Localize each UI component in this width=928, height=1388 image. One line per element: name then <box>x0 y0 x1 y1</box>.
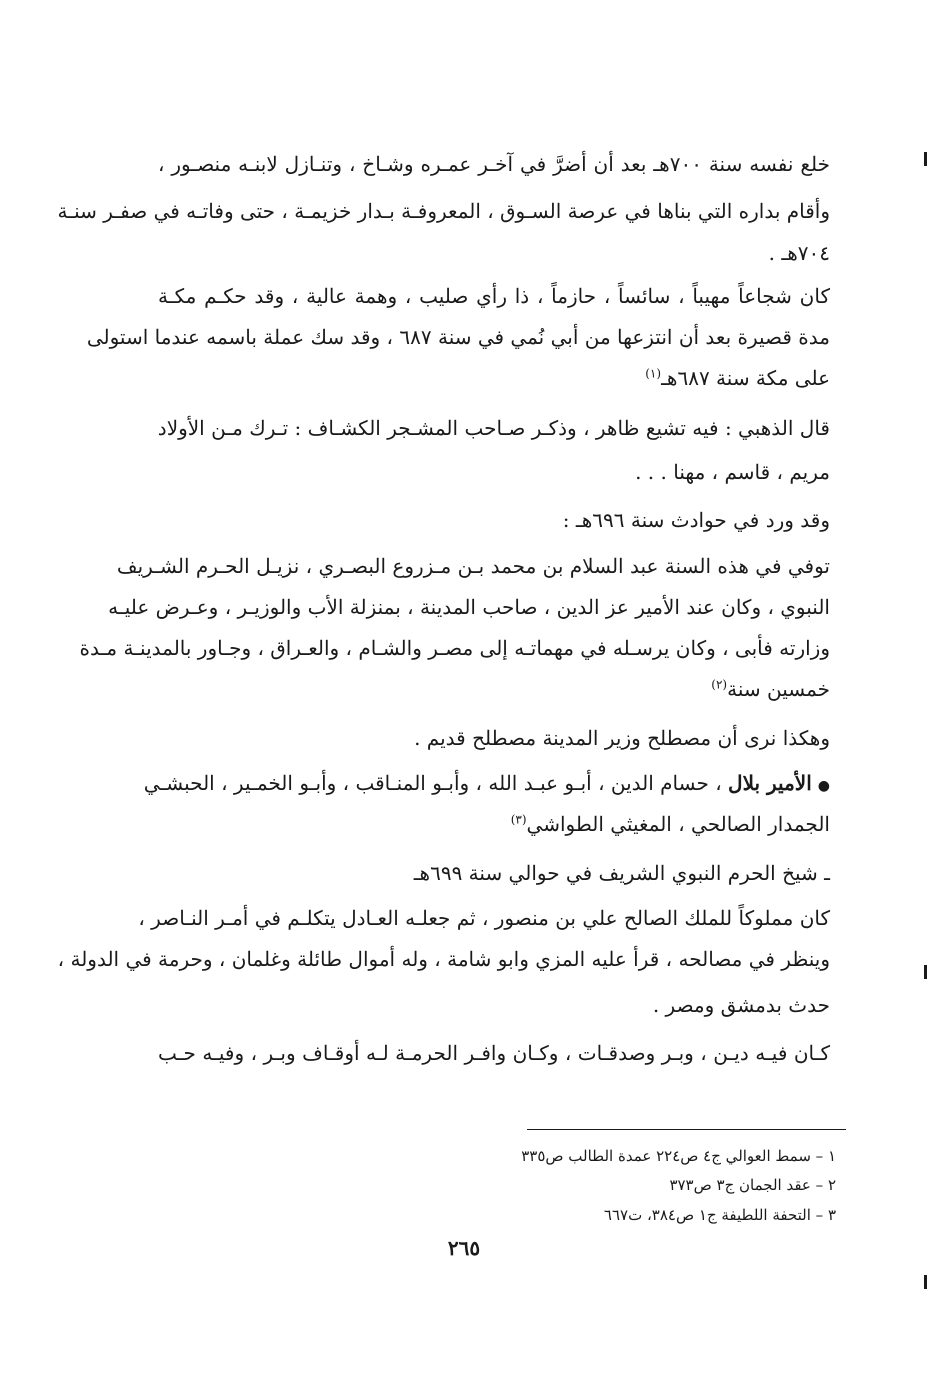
text-fragment: ، حسام الدين ، أبـو عبـد الله ، وأبـو المنـاقب ، وأبـو الخمـير ، الحبشـي <box>143 771 722 795</box>
text-line: مريم ، قاسم ، مهنا . . . <box>635 460 830 484</box>
scan-margin-mark <box>924 152 927 166</box>
text-line <box>143 768 830 798</box>
footnote-ref: (١) <box>645 366 662 381</box>
scan-margin-mark <box>924 965 927 979</box>
footnote: ٣ – التحفة اللطيفة ج١ ص٣٨٤، ت٦٦٧ <box>603 1206 836 1224</box>
text-line: وزارته فأبى ، وكان يرسـله في مهماتـه إلى مصـر والشـام ، والعـراق ، وجـاور بالمدينـة مـدة <box>79 636 830 660</box>
page-number: ٢٦٥ <box>447 1236 481 1260</box>
footnote-ref: (٢) <box>711 677 728 692</box>
text-line: وينظر في مصالحه ، قرأ عليه المزي وابو شامة ، وله أموال طائلة وغلمان ، وحرمة في الدولة ، <box>57 947 830 971</box>
text-fragment: على مكة سنة ٦٨٧هـ <box>661 366 830 390</box>
text-line <box>158 363 830 393</box>
bullet-icon: ● <box>817 778 830 794</box>
text-line: حدث بدمشق ومصر . <box>652 993 830 1017</box>
text-line: توفي في هذه السنة عبد السلام بن محمد بـن مـزروع البصـري ، نزيـل الحـرم الشـريف <box>116 554 830 578</box>
text-line: كان مملوكاً للملك الصالح علي بن منصور ، ثم جعلـه العـادل يتكلـم في أمـر النـاصر ، <box>138 906 830 930</box>
text-line: كان شجاعاً مهيباً ، سائساً ، حازماً ، ذا رأي صليب ، وهمة عالية ، وقد حكـم مكـة <box>158 284 830 308</box>
footnote-divider <box>527 1129 846 1130</box>
footnote: ١ – سمط العوالي ج٤ ص٢٢٤ عمدة الطالب ص٣٣٥ <box>521 1147 836 1165</box>
text-line: مدة قصيرة بعد أن انتزعها من أبي نُمي في سنة ٦٨٧ ، وقد سك عملة باسمه عندما استولى <box>86 325 830 349</box>
text-line: قال الذهبي : فيه تشيع ظاهر ، وذكـر صـاحب المشـجر الكشـاف : تـرك مـن الأولاد <box>157 416 830 440</box>
text-line: ـ شيخ الحرم النبوي الشريف في حوالي سنة ٦٩٩هـ <box>413 861 830 885</box>
footnote: ٢ – عقد الجمان ج٣ ص٣٧٣ <box>669 1176 836 1194</box>
text-line: ٧٠٤هـ . <box>768 241 830 265</box>
footnote-ref: (٣) <box>510 812 527 827</box>
text-fragment: خمسين سنة <box>727 677 830 701</box>
text-line: وأقام بداره التي بناها في عرصة السـوق ، المعروفـة بـدار خزيمـة ، حتى وفاتـه في صفـر سنـة <box>57 199 830 223</box>
scan-margin-mark <box>924 1275 927 1289</box>
text-line: وقد ورد في حوادث سنة ٦٩٦هـ : <box>562 508 830 532</box>
entry-heading: الأمير بلال <box>728 771 812 795</box>
text-line: النبوي ، وكان عند الأمير عز الدين ، صاحب المدينة ، بمنزلة الأب والوزيـر ، وعـرض عليـه <box>108 595 830 619</box>
text-line <box>158 809 830 839</box>
text-line: خلع نفسه سنة ٧٠٠هـ بعد أن أضرَّ في آخـر عمـره وشـاخ ، وتنـازل لابنـه منصـور ، <box>158 152 831 176</box>
text-line <box>158 674 830 704</box>
text-line: وهكذا نرى أن مصطلح وزير المدينة مصطلح قديم . <box>414 726 830 750</box>
text-line: كـان فيـه ديـن ، وبـر وصدقـات ، وكـان وافـر الحرمـة لـه أوقـاف وبـر ، وفيـه حـب <box>158 1041 830 1065</box>
text-fragment: الجمدار الصالحي ، المغيثي الطواشي <box>526 812 830 836</box>
